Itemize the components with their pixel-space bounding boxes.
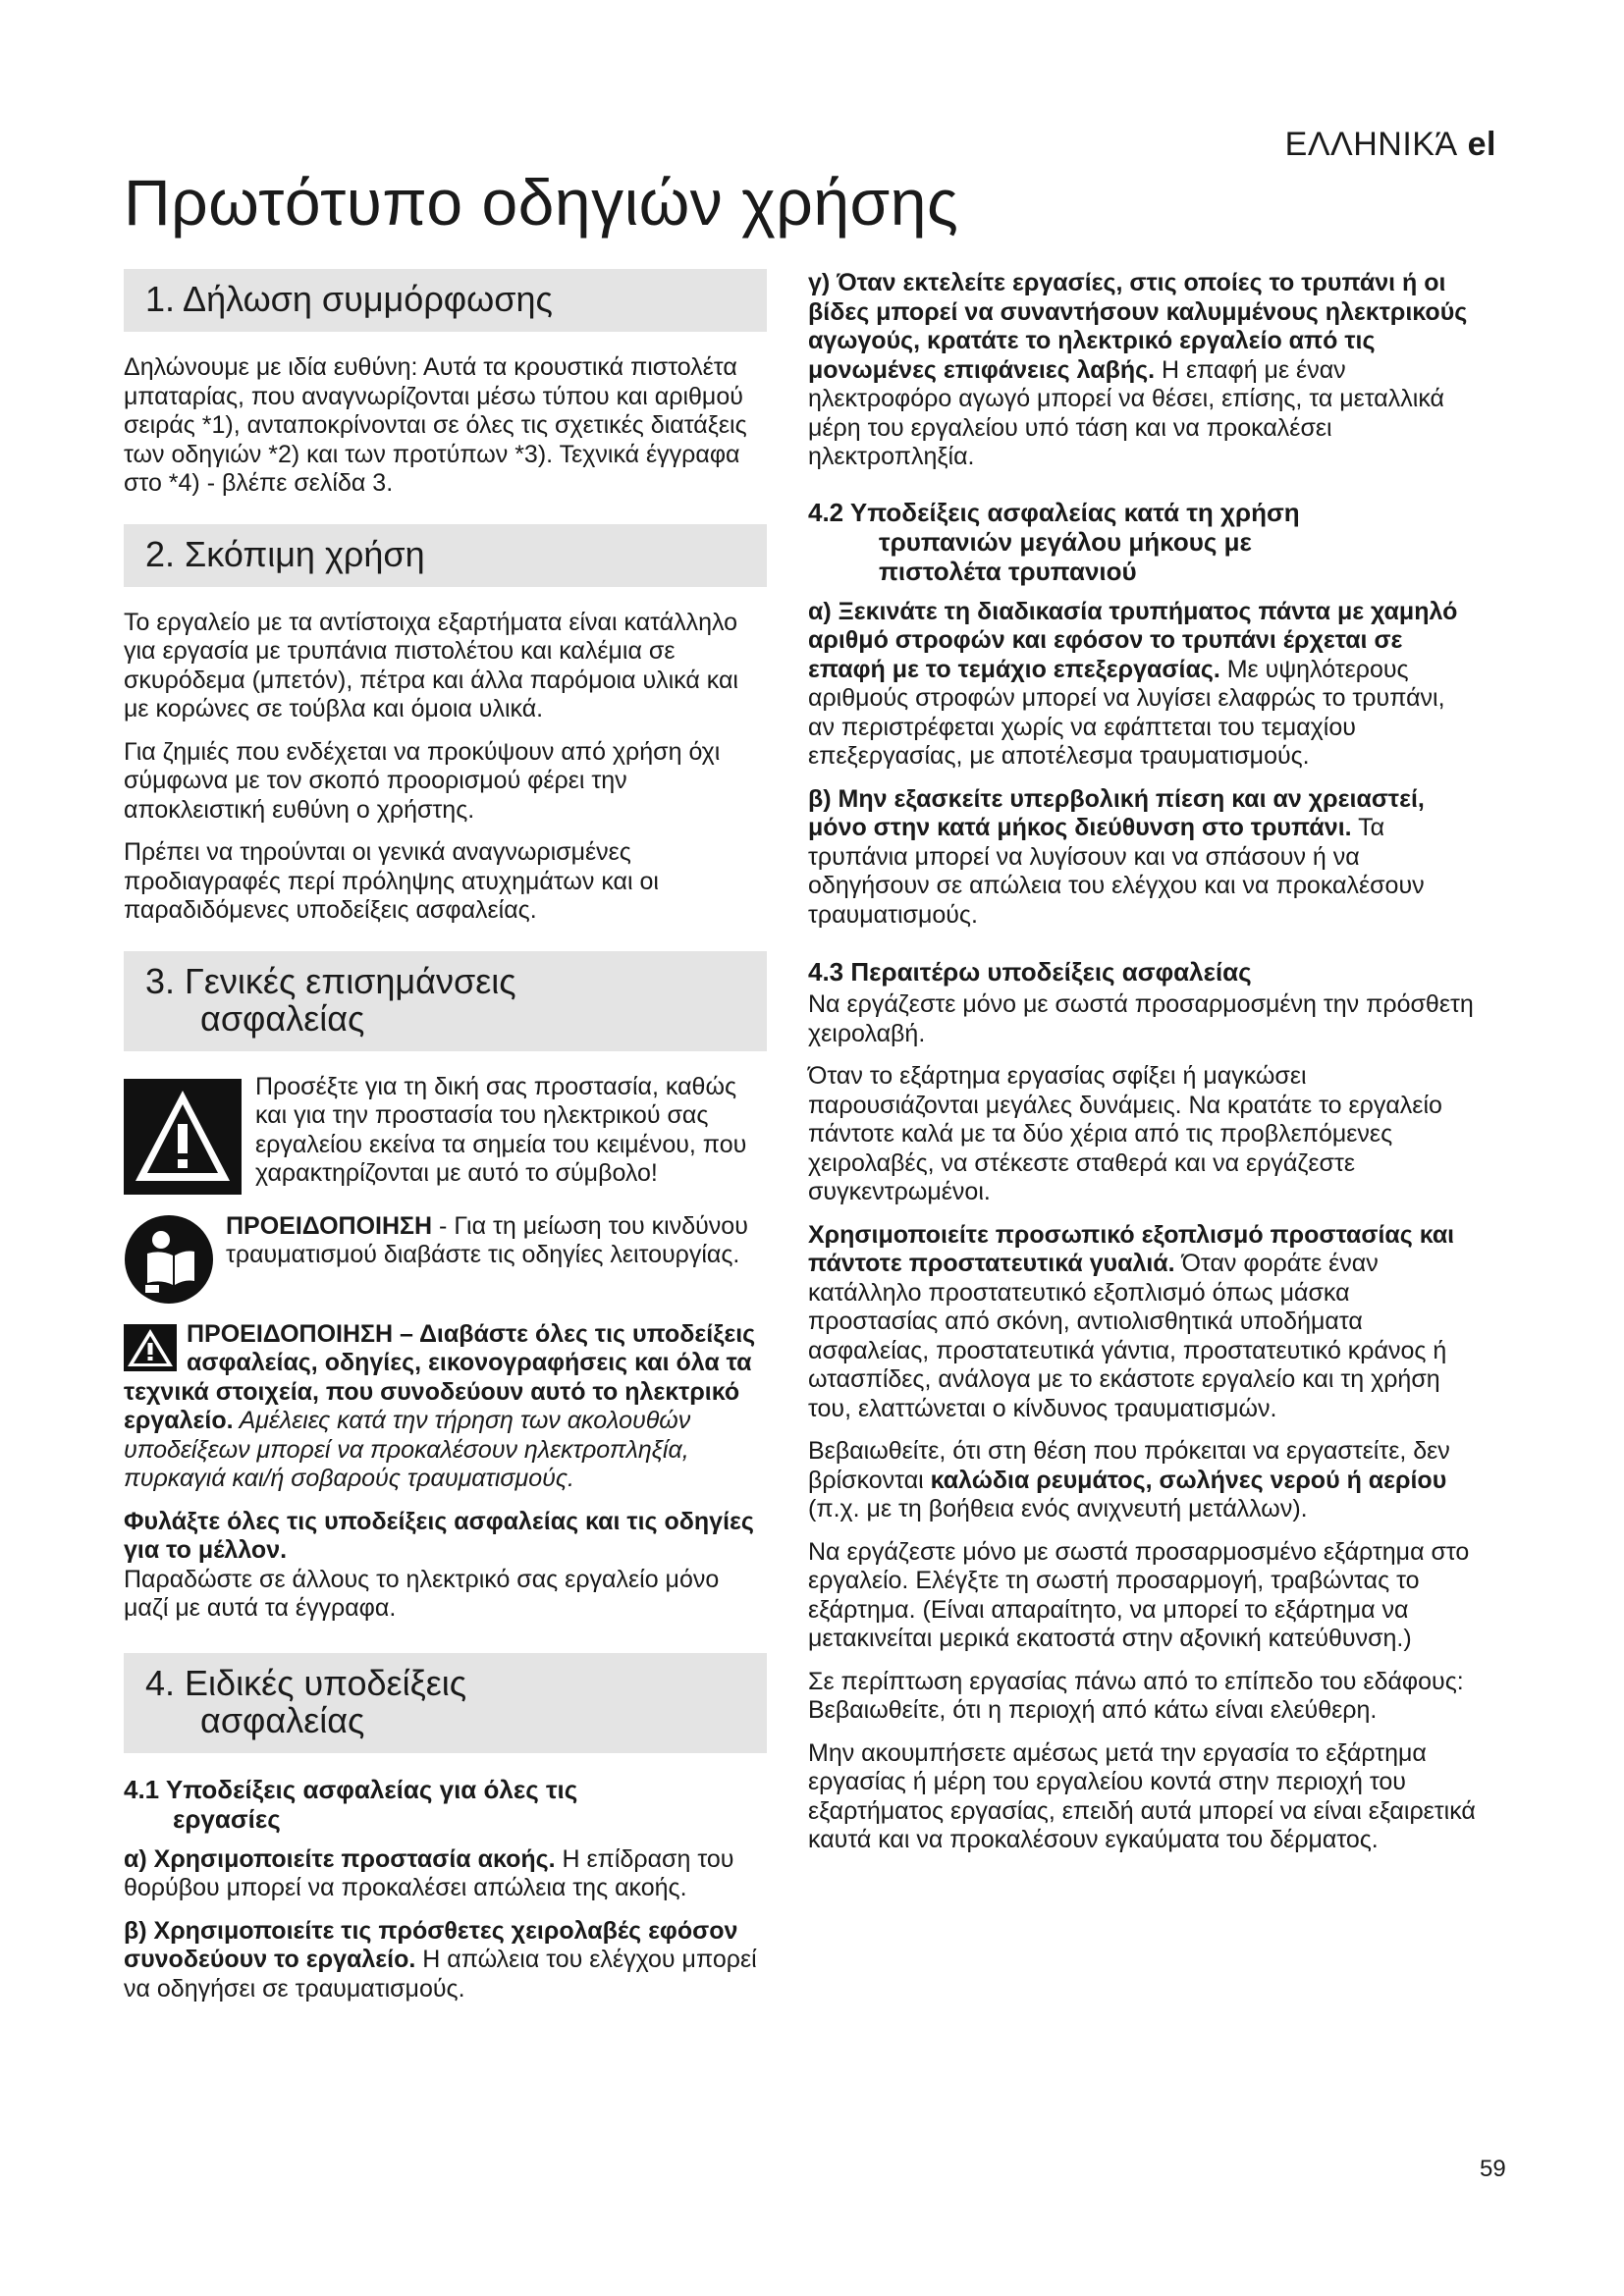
item-hidden-wiring: γ) Όταν εκτελείτε εργασίες, στις οποίες το τρυπάνι ή οι βίδες μπορεί να συναντήσουν καλυμμένους ηλεκτρικούς αγωγούς, κρατάτε το ηλεκτρικό εργαλείο από τις μονωμένες επιφάνειες λαβής. Η επαφή με έναν ηλεκτροφόρο αγωγό μπορεί να θέσει, επίσης, τα μεταλλικά μέρη του εργαλείου υπό τάση και να προκαλέσει ηλεκτροπληξία. — [808, 269, 1468, 470]
page-number: 59 — [1480, 2156, 1506, 2182]
language-name: ΕΛΛΗΝΙΚΆ — [1284, 126, 1458, 163]
item-high-forces: Όταν το εξάρτημα εργασίας σφίξει ή μαγκώσει παρουσιάζονται μεγάλες δυνάμεις. Να κρατάτε το εργαλείο πάντοτε καλά με τα δύο χέρια από τις προβλεπόμενες χειρολαβές, να στέκεστε σταθερά και να εργάζεστε συγκεντρωμένοι. — [808, 1062, 1442, 1205]
item-auxiliary-handles: β) Χρησιμοποιείτε τις πρόσθετες χειρολαβές εφόσον συνοδεύουν το εργαλείο. Η απώλεια του ελέγχου μπορεί να οδηγήσει σε τραυματισμούς. — [124, 1916, 757, 2002]
page-title: Πρωτότυπο οδηγιών χρήσης — [124, 166, 959, 239]
section-heading-general-safety: 3. Γενικές επισημάνσεις ασφαλείας — [124, 951, 767, 1051]
left-column — [124, 269, 767, 2017]
language-indicator — [1285, 126, 1496, 164]
item-protective-equipment: Χρησιμοποιείτε προσωπικό εξοπλισμό προστασίας και πάντοτε προστατευτικά γυαλιά. Όταν φοράτε έναν κατάλληλο προστατευτικό εξοπλισμό όπως μάσκα προστασίας από σκόνη, αντιολισθητικά υποδήματα ασφαλείας, προστατευτικά γάντια, προστατευτικό κράνος ή ωτασπίδες, ανάλογα με το εκάστοτε εργαλείο και τη χρήση του, ελαττώνεται ο κίνδυνος τραυματισμών. — [808, 1220, 1455, 1422]
subheading-4-2: 4.2 Υποδείξεις ασφαλείας κατά τη χρήση τρυπανιών μεγάλου μήκους με πιστολέτα τρυπανιού — [808, 497, 1300, 586]
item-auxiliary-handle-fitted: Να εργάζεστε μόνο με σωστά προσαρμοσμένη την πρόσθετη χειρολαβή. — [808, 990, 1474, 1047]
warning-triangle-icon — [124, 1079, 242, 1195]
read-manual-icon — [124, 1214, 214, 1305]
intended-use-p2: Για ζημιές που ενδέχεται να προκύψουν από χρήση όχι σύμφωνα με τον σκοπό προορισμού φέρει την αποκλειστική ευθύνη ο χρήστης. — [124, 737, 721, 824]
language-code: el — [1467, 126, 1496, 163]
item-low-speed-start: α) Ξεκινάτε τη διαδικασία τρυπήματος πάντα με χαμηλό αριθμό στροφών και εφόσον το τρυπάνι έρχεται σε επαφή με το τεμάχιο επεξεργασίας. Με υψηλότερους αριθμούς στροφών μπορεί να λυγίσει ελαφρώς το τρυπάνι, αν περιστρέφεται χωρίς να εφάπτεται του τεμαχίου επεξεργασίας, με αποτέλεσμα τραυματισμούς. — [808, 597, 1458, 770]
safety-symbol-note: Προσέξτε για τη δική σας προστασία, καθώς και για την προστασία του ηλεκτρικού σας εργαλείου εκείνα τα σημεία του κειμένου, που χαρακτηρίζονται με αυτό το σύμβολο! — [124, 1073, 767, 1199]
subheading-4-3: 4.3 Περαιτέρω υποδείξεις ασφαλείας — [808, 957, 1252, 987]
item-hot-parts: Μην ακουμπήσετε αμέσως μετά την εργασία το εξάρτημα εργασίας ή μέρη του εργαλείου κοντά στην περιοχή του εξαρτήματος εργασίας, επειδή αυτά μπορεί να είναι εξαιρετικά καυτά και να προκαλέσουν εγκαύματα του δέρματος. — [808, 1738, 1476, 1853]
read-manual-note: ΠΡΟΕΙΔΟΠΟΙΗΣΗ - Για τη μείωση του κινδύνου τραυματισμού διαβάστε τις οδηγίες λειτουργίας. — [124, 1212, 767, 1307]
section-heading-declaration: 1. Δήλωση συμμόρφωσης — [124, 269, 767, 332]
intended-use-p3: Πρέπει να τηρούνται οι γενικά αναγνωρισμένες προδιαγραφές περί πρόληψης ατυχημάτων και οι παραδιδόμενες υποδείξεις ασφαλείας. — [124, 838, 659, 924]
section-heading-intended-use: 2. Σκόπιμη χρήση — [124, 524, 767, 587]
read-all-warnings: ΠΡΟΕΙΔΟΠΟΙΗΣΗ – Διαβάστε όλες τις υποδείξεις ασφαλείας, οδηγίες, εικονογραφήσεις και όλα τα τεχνικά στοιχεία, που συνοδεύουν αυτό το ηλεκτρικό εργαλείο. Αμέλειες κατά την τήρηση των ακολουθών υποδείξεων μπορεί να προκαλέσουν ηλεκτροπληξία, πυρκαγιά και/ή σοβαρούς τραυματισμούς. — [124, 1319, 756, 1492]
item-working-overhead: Σε περίπτωση εργασίας πάνω από το επίπεδο του εδάφους: Βεβαιωθείτε, ότι η περιοχή από κάτω είναι ελεύθερη. — [808, 1667, 1464, 1724]
warning-small-icon — [124, 1324, 177, 1371]
declaration-text: Δηλώνουμε με ιδία ευθύνη: Αυτά τα κρουστικά πιστολέτα μπαταρίας, που αναγνωρίζονται μέσω τύπου και αριθμού σειράς *1), ανταποκρίνονται σε όλες τις σχετικές διατάξεις των οδηγιών *2) και των προτύπων *3). Τεχνικά έγγραφα στο *4) - βλέπε σελίδα 3. — [124, 353, 747, 497]
right-column — [808, 269, 1476, 1869]
item-hidden-cables: Βεβαιωθείτε, ότι στη θέση που πρόκειται να εργαστείτε, δεν βρίσκονται καλώδια ρευμάτος, σωλήνες νερού ή αερίου (π.χ. με τη βοήθεια ενός ανιχνευτή μετάλλων). — [808, 1437, 1450, 1522]
intended-use-p1: Το εργαλείο με τα αντίστοιχα εξαρτήματα είναι κατάλληλο για εργασία με τρυπάνια πιστολέτου και καλέμια σε σκυρόδεμα (μπετόν), πέτρα και άλλα παρόμοια υλικά και με κορώνες σε τούβλα και όμοια υλικά. — [124, 608, 738, 722]
item-no-excessive-pressure: β) Μην εξασκείτε υπερβολική πίεση και αν χρειαστεί, μόνο στην κατά μήκος διεύθυνση στο τρυπάνι. Τα τρυπάνια μπορεί να λυγίσουν και να σπάσουν ή να οδηγήσουν σε απώλεια του ελέγχου και να προκαλέσουν τραυματισμούς. — [808, 784, 1425, 929]
item-hearing-protection: α) Χρησιμοποιείτε προστασία ακοής. Η επίδραση του θορύβου μπορεί να προκαλέσει απώλεια της ακοής. — [124, 1844, 734, 1901]
item-accessory-fitting: Να εργάζεστε μόνο με σωστά προσαρμοσμένο εξάρτημα στο εργαλείο. Ελέγξτε τη σωστή προσαρμογή, τραβώντας το εξάρτημα. (Είναι απαραίτητο, να μπορεί το εξάρτημα να μετακινείται μερικά εκατοστά στην αξονική κατεύθυνση.) — [808, 1537, 1470, 1652]
subheading-4-1: 4.1 Υποδείξεις ασφαλείας για όλες τις εργασίες — [124, 1774, 578, 1834]
keep-instructions: Φυλάξτε όλες τις υποδείξεις ασφαλείας και τις οδηγίες για το μέλλον. Παραδώστε σε άλλους το ηλεκτρικό σας εργαλείο μόνο μαζί με αυτά τα έγγραφα. — [124, 1507, 754, 1622]
section-heading-special-safety: 4. Ειδικές υποδείξεις ασφαλείας — [124, 1653, 767, 1753]
